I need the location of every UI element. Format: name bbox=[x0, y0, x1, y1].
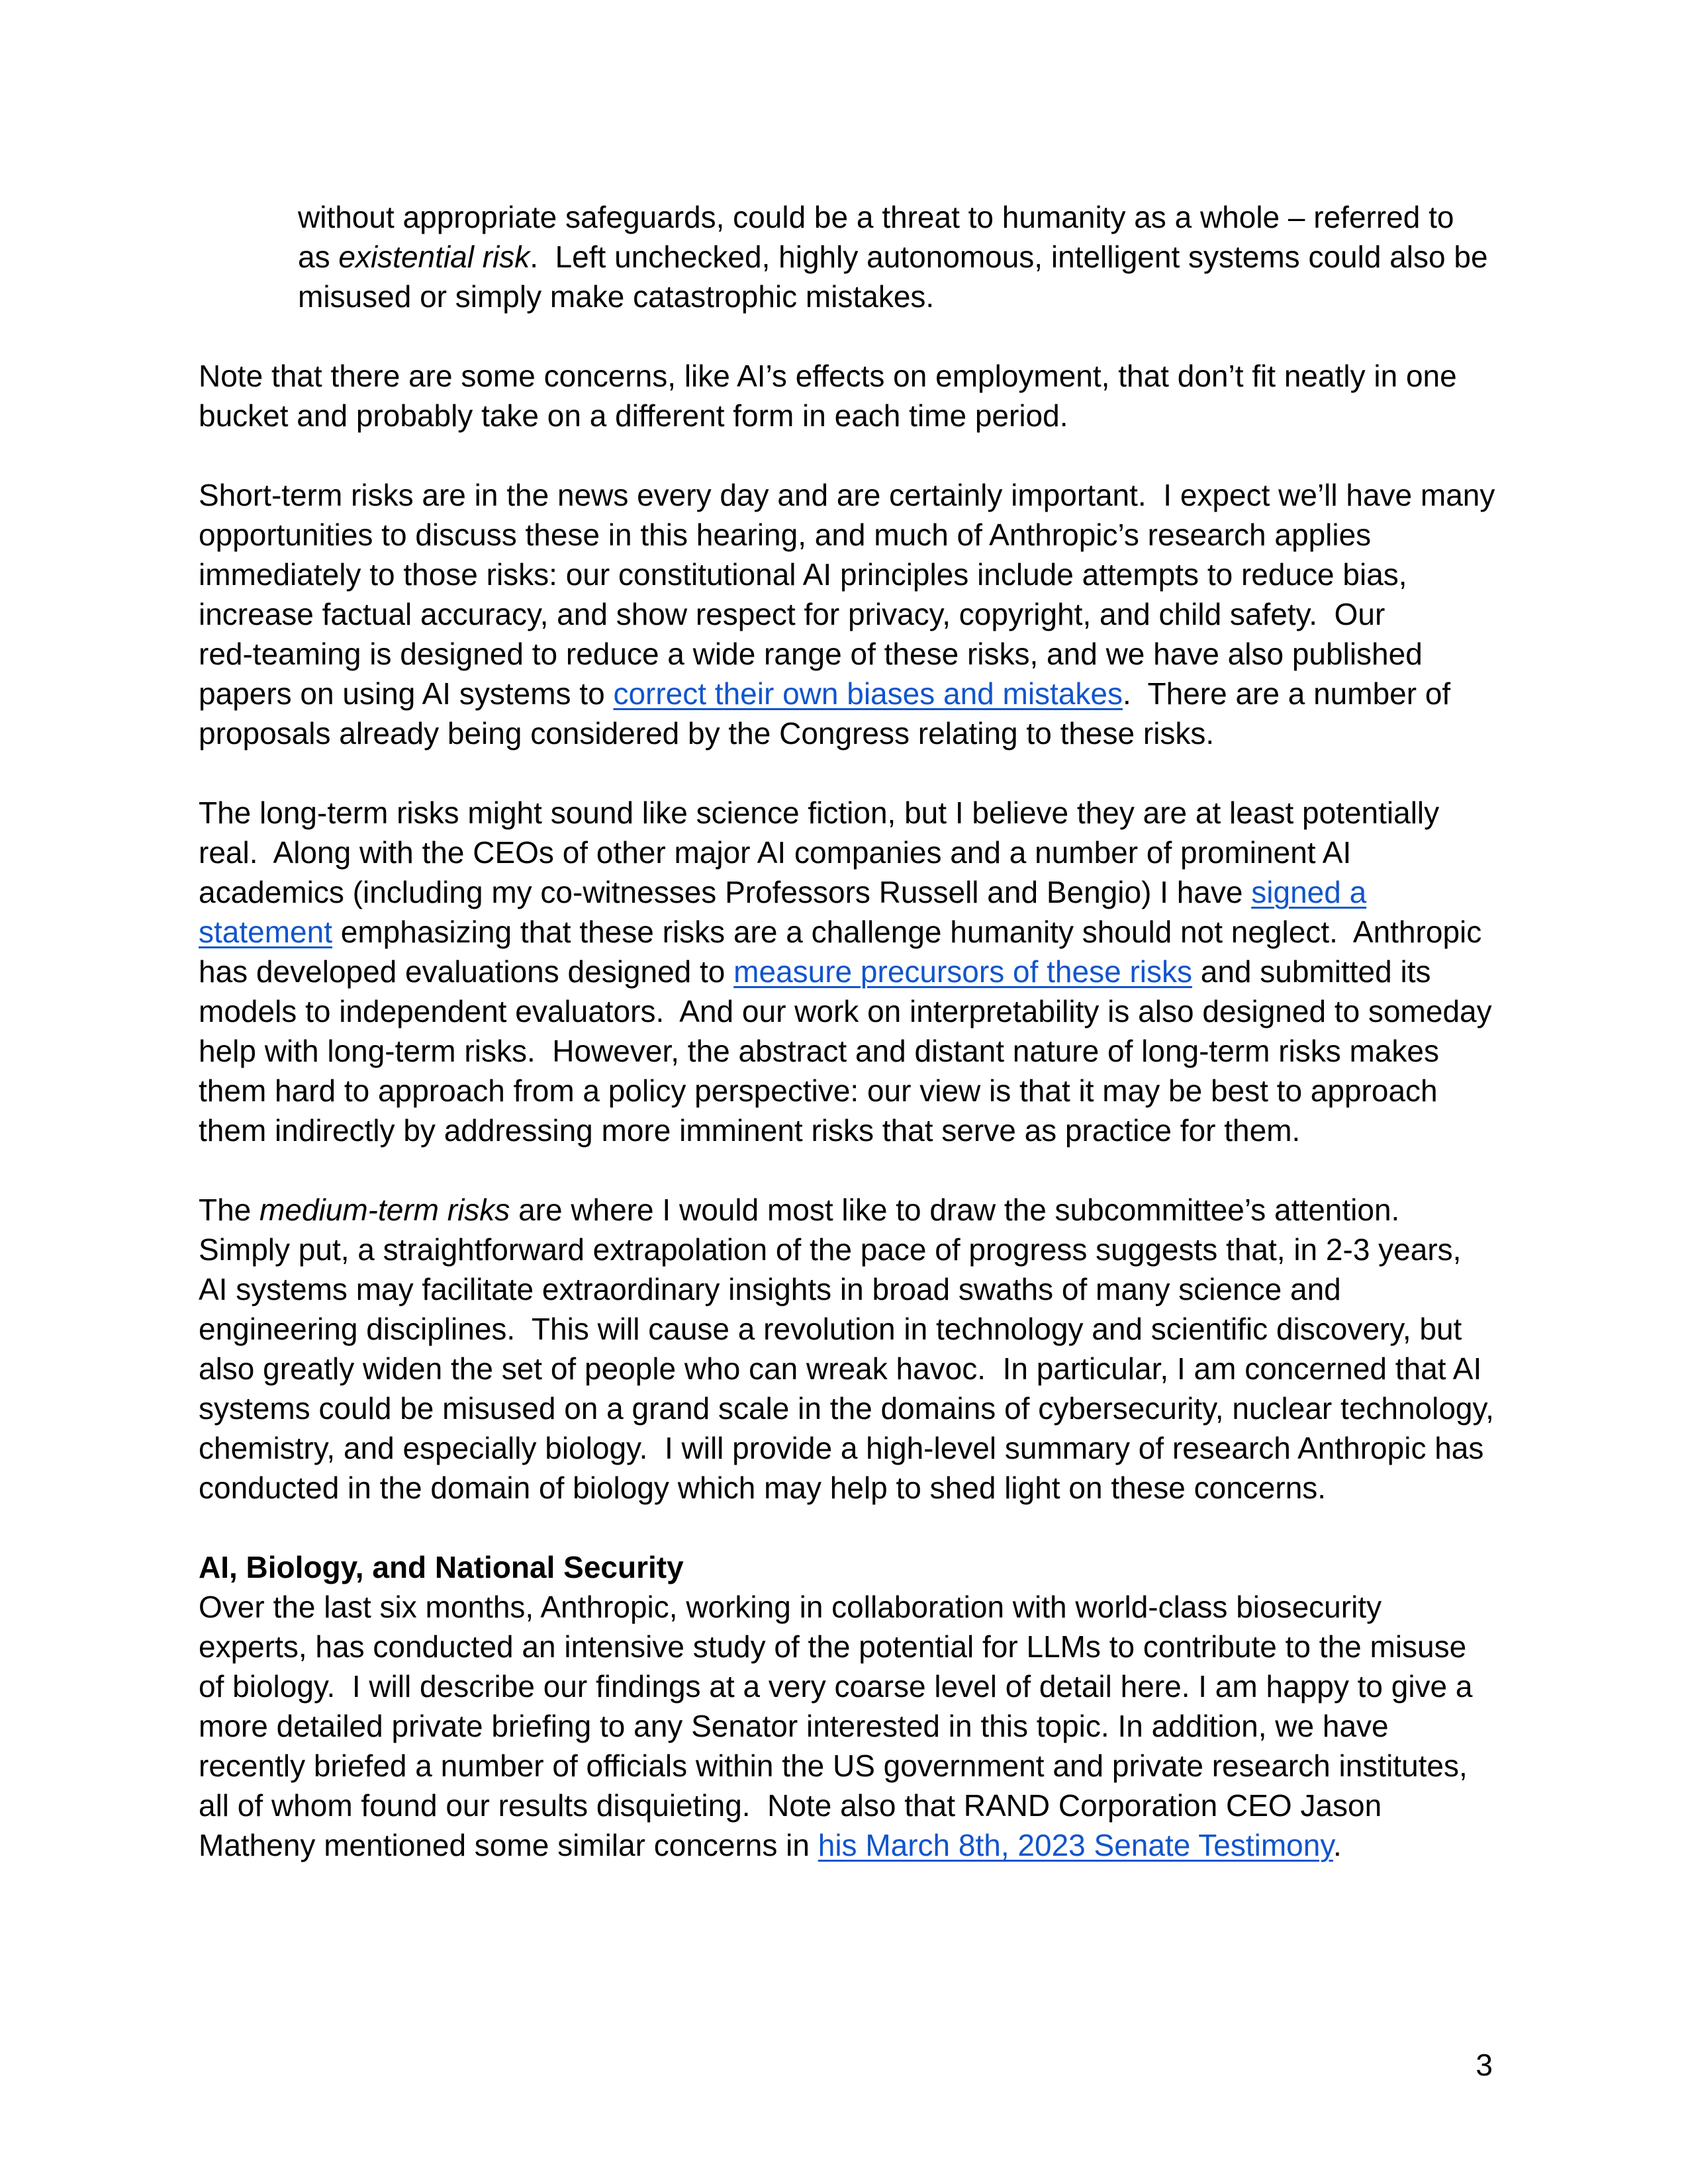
quote-line bbox=[298, 197, 1454, 237]
link-measure-precursors[interactable]: measure precursors of these risks bbox=[733, 954, 1192, 989]
paragraph-line: conducted in the domain of biology which may help to shed light on these concerns. bbox=[199, 1471, 1327, 1505]
paragraph-line: experts, has conducted an intensive study of the potential for LLMs to contribute to the misuse bbox=[199, 1629, 1467, 1664]
paragraph-line: The medium-term risks are where I would most like to draw the subcommittee’s attention. bbox=[199, 1193, 1400, 1227]
paragraph-line: proposals already being considered by the Congress relating to these risks. bbox=[199, 716, 1215, 751]
paragraph-line: AI systems may facilitate extraordinary insights in broad swaths of many science and bbox=[199, 1272, 1341, 1306]
quote-line bbox=[298, 277, 934, 316]
paragraph-line: red-teaming is designed to reduce a wide range of these risks, and we have also published bbox=[199, 637, 1423, 671]
paragraph-line: chemistry, and especially biology. I will provide a high-level summary of research Anthropic has bbox=[199, 1431, 1484, 1465]
paragraph-line: of biology. I will describe our findings at a very coarse level of detail here. I am happy to give a bbox=[199, 1669, 1473, 1704]
paragraph-line: them hard to approach from a policy perspective: our view is that it may be best to approach bbox=[199, 1073, 1438, 1108]
paragraph-line: engineering disciplines. This will cause a revolution in technology and scientific discovery, but bbox=[199, 1312, 1462, 1346]
paragraph-line: models to independent evaluators. And our work on interpretability is also designed to someday bbox=[199, 994, 1492, 1028]
paragraph-line: academics (including my co-witnesses Professors Russell and Bengio) I have signed a bbox=[199, 875, 1367, 909]
link-senate-testimony[interactable]: his March 8th, 2023 Senate Testimony bbox=[818, 1828, 1333, 1862]
page-number: 3 bbox=[1476, 2048, 1493, 2082]
paragraph-line: Over the last six months, Anthropic, working in collaboration with world-class biosecurity bbox=[199, 1590, 1382, 1624]
paragraph-line: Short-term risks are in the news every day and are certainly important. I expect we’ll have many bbox=[199, 478, 1495, 512]
paragraph-line: increase factual accuracy, and show respect for privacy, copyright, and child safety. Our bbox=[199, 597, 1385, 631]
link-correct-biases[interactable]: correct their own biases and mistakes bbox=[613, 676, 1123, 711]
paragraph-line: also greatly widen the set of people who can wreak havoc. In particular, I am concerned that AI bbox=[199, 1351, 1482, 1386]
paragraph-line: all of whom found our results disquieting. Note also that RAND Corporation CEO Jason bbox=[199, 1788, 1382, 1823]
paragraph-line: Simply put, a straightforward extrapolation of the pace of progress suggests that, in 2-3 years, bbox=[199, 1232, 1462, 1267]
paragraph-line: real. Along with the CEOs of other major AI companies and a number of prominent AI bbox=[199, 835, 1352, 870]
paragraph-line: them indirectly by addressing more imminent risks that serve as practice for them. bbox=[199, 1113, 1301, 1148]
quote-text: as bbox=[298, 240, 339, 274]
paragraph-line: papers on using AI systems to correct their own biases and mistakes. There are a number of bbox=[199, 676, 1451, 711]
link-signed-statement-continued[interactable]: statement bbox=[199, 915, 332, 949]
paragraph-line: systems could be misused on a grand scale in the domains of cybersecurity, nuclear technology, bbox=[199, 1391, 1494, 1426]
emphasis-medium-term-risks: medium-term risks bbox=[259, 1193, 510, 1227]
paragraph-line: statement emphasizing that these risks are a challenge humanity should not neglect. Anthropic bbox=[199, 915, 1482, 949]
paragraph-line: bucket and probably take on a different form in each time period. bbox=[199, 398, 1068, 433]
paragraph-line: Matheny mentioned some similar concerns in his March 8th, 2023 Senate Testimony. bbox=[199, 1828, 1342, 1862]
paragraph-line: The long-term risks might sound like science fiction, but I believe they are at least potentially bbox=[199, 796, 1440, 830]
quote-emphasis: existential risk bbox=[338, 240, 530, 274]
paragraph-line: immediately to those risks: our constitutional AI principles include attempts to reduce bias, bbox=[199, 557, 1407, 592]
quote-text: without appropriate safeguards, could be a threat to humanity as a whole – referred to bbox=[298, 200, 1454, 234]
link-signed-statement[interactable]: signed a bbox=[1251, 875, 1367, 909]
quote-text: . Left unchecked, highly autonomous, intelligent systems could also be bbox=[530, 240, 1488, 274]
paragraph-line: more detailed private briefing to any Senator interested in this topic. In addition, we have bbox=[199, 1709, 1389, 1743]
quote-line bbox=[298, 237, 1488, 277]
paragraph-line: Note that there are some concerns, like AI’s effects on employment, that don’t fit neatly in one bbox=[199, 359, 1457, 393]
quote-text: misused or simply make catastrophic mistakes. bbox=[298, 279, 935, 314]
section-heading: AI, Biology, and National Security bbox=[199, 1550, 684, 1584]
paragraph-line: recently briefed a number of officials within the US government and private research institutes, bbox=[199, 1749, 1468, 1783]
paragraph-line: opportunities to discuss these in this hearing, and much of Anthropic’s research applies bbox=[199, 518, 1372, 552]
paragraph-line: has developed evaluations designed to measure precursors of these risks and submitted its bbox=[199, 954, 1431, 989]
paragraph-line: help with long-term risks. However, the abstract and distant nature of long-term risks makes bbox=[199, 1034, 1440, 1068]
